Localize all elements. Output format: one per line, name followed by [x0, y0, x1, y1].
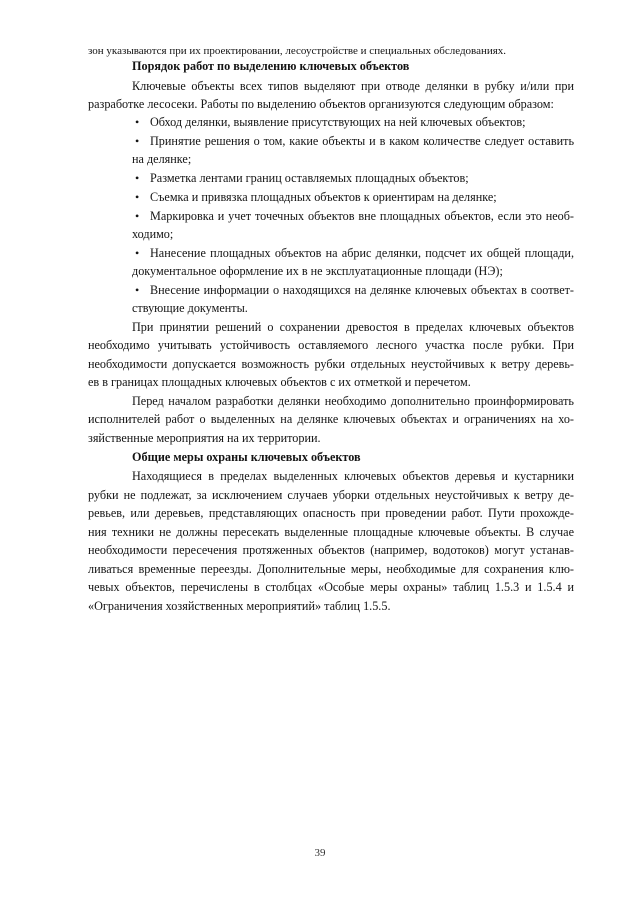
paragraph-line: ния техники не должны пересекать выделенные площадные ключевые объекты. В случае: [88, 525, 574, 539]
list-item: Принятие решения о том, какие объекты и в каком количестве следует оставить: [150, 134, 574, 148]
paragraph-line: чевых объектов, перечислены в столбцах «Особые меры охраны» таблиц 1.5.3 и 1.5.4 и: [88, 580, 574, 594]
list-item: Маркировка и учет точечных объектов вне площадных объектов, если это необ-: [150, 209, 574, 223]
page-number: 39: [314, 847, 326, 859]
bullet-icon: •: [135, 283, 140, 297]
paragraph-line: При принятии решений о сохранении древостоя в пределах ключевых объектов: [132, 320, 574, 334]
bullet-icon: •: [135, 115, 140, 129]
list-item-continuation: ходимо;: [132, 227, 174, 241]
paragraph-line: Ключевые объекты всех типов выделяют при отводе делянки в рубку и/или при: [132, 79, 574, 93]
list-item: Обход делянки, выявление присутствующих на ней ключевых объектов;: [150, 115, 526, 129]
paragraph-line: рубки не подлежат, за исключением случаев уборки отдельных неустойчивых к ветру де-: [88, 488, 574, 502]
section-heading: Порядок работ по выделению ключевых объектов: [132, 59, 410, 73]
paragraph-line: Перед началом разработки делянки необходимо дополнительно проинформировать: [132, 394, 574, 408]
bullet-icon: •: [135, 134, 140, 148]
paragraph-line: разработке лесосеки. Работы по выделению объектов организуются следующим образом:: [88, 97, 554, 111]
list-item-continuation: ствующие документы.: [132, 301, 248, 315]
paragraph-line: Находящиеся в пределах выделенных ключевых объектов деревья и кустарники: [132, 469, 574, 483]
text-line: зон указываются при их проектировании, лесоустройстве и специальных обследованиях.: [88, 45, 507, 57]
paragraph-line: необходимо учитывать устойчивость оставляемого лесного участка после рубки. При: [88, 338, 574, 352]
bullet-icon: •: [135, 246, 140, 260]
paragraph-line: необходимости пересечения протяженных объектов (например, водотоков) могут устанав-: [88, 543, 574, 557]
bullet-icon: •: [135, 190, 140, 204]
bullet-icon: •: [135, 171, 140, 185]
paragraph-line: исполнителей работ о выделенных на делянке ключевых объектах и ограничениях на хо-: [88, 412, 574, 426]
paragraph-line: «Ограничения хозяйственных мероприятий» таблиц 1.5.5.: [88, 599, 391, 613]
paragraph-line: необходимости допускается возможность рубки отдельных неустойчивых к ветру деревь-: [88, 357, 574, 371]
list-item: Внесение информации о находящихся на делянке ключевых объектах в соответ-: [150, 283, 574, 297]
list-item-continuation: на делянке;: [132, 152, 192, 166]
bullet-icon: •: [135, 209, 140, 223]
list-item: Нанесение площадных объектов на абрис делянки, подсчет их общей площади,: [150, 246, 574, 260]
paragraph-line: ев в границах площадных ключевых объектов с их отметкой и перечетом.: [88, 375, 471, 389]
paragraph-line: ревьев, или деревьев, представляющих опасность при проведении работ. Пути прохожде-: [88, 506, 574, 520]
list-item-continuation: документальное оформление их в не эксплуатационные площади (НЭ);: [132, 264, 503, 278]
section-heading: Общие меры охраны ключевых объектов: [132, 450, 361, 464]
list-item: Разметка лентами границ оставляемых площадных объектов;: [150, 171, 469, 185]
paragraph-line: ливаться временные переезды. Дополнительные меры, необходимые для сохранения клю-: [88, 562, 574, 576]
list-item: Съемка и привязка площадных объектов к ориентирам на делянке;: [150, 190, 497, 204]
paragraph-line: зяйственные мероприятия на их территории.: [88, 431, 321, 445]
